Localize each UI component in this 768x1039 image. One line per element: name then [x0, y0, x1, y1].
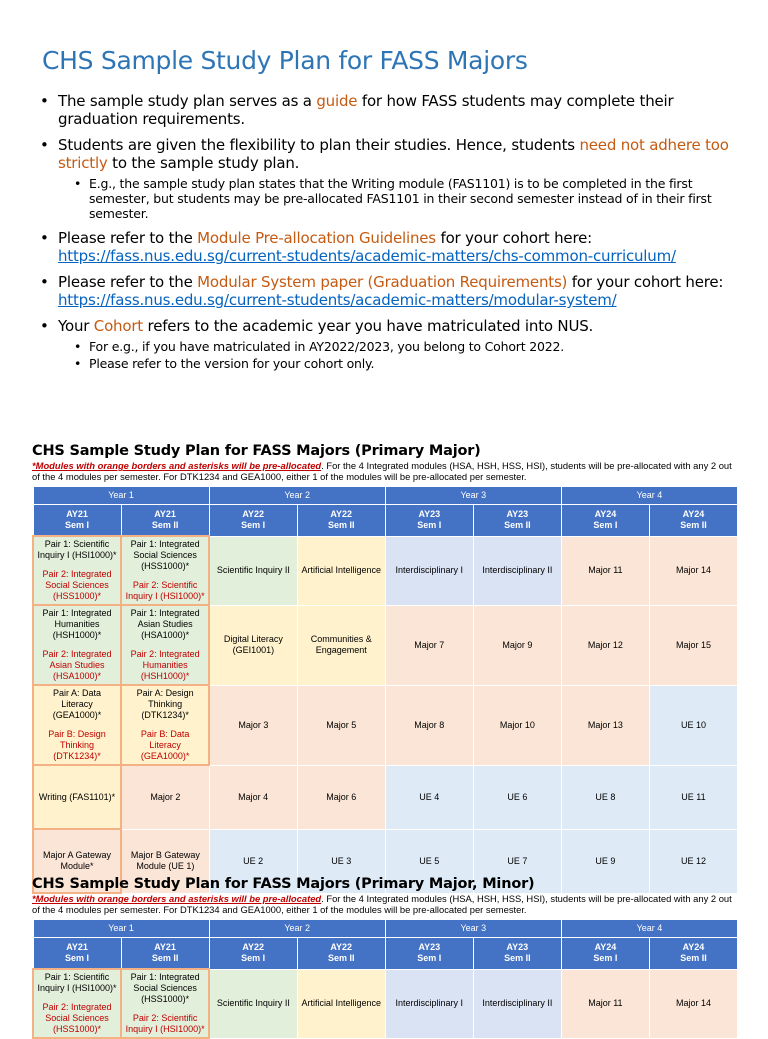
module-cell: Writing (FAS1101)*	[33, 765, 121, 829]
module-cell: Scientific Inquiry II	[209, 536, 297, 605]
highlight-guide: guide	[316, 92, 358, 110]
module-cell: Major 11	[561, 536, 649, 605]
preallocation-note: *Modules with orange borders and asterisks will be pre-allocated. For the 4 Integrated modules (HSA, HSH, HSS, HSI), students will be pre-allocated with any 2 out of the 4 modules per semester. For DTK1234 and GEA1000, either 1 of the modules will be pre-allocated per semester.	[32, 460, 732, 482]
module-cell: Major 11	[561, 969, 649, 1038]
module-cell: Interdisciplinary II	[473, 536, 561, 605]
module-cell: Major 6	[297, 765, 385, 829]
intro-bullets	[40, 92, 740, 379]
sub-bullet-cohort-version: • Please refer to the version for your cohort only.	[74, 356, 740, 371]
bullet-flexibility: • Students are given the flexibility to plan their studies. Hence, students need not adhere too strictly to the sample study plan.	[40, 136, 740, 172]
plan-row	[33, 969, 738, 1038]
semester-header: AY24 Sem I	[561, 505, 649, 537]
module-cell: Major 15	[649, 605, 737, 685]
year-header: Year 2	[209, 487, 385, 505]
module-cell: Major 4	[209, 765, 297, 829]
module-cell: Pair 1: Integrated Social Sciences (HSS1000)* Pair 2: Scientific Inquiry I (HSI1000)*	[121, 969, 209, 1038]
module-cell: Major 7	[385, 605, 473, 685]
module-cell: Artificial Intelligence	[297, 969, 385, 1038]
link-chs-common-curriculum[interactable]: https://fass.nus.edu.sg/current-students/academic-matters/chs-common-curriculum/	[58, 247, 676, 265]
semester-header-row	[33, 505, 738, 537]
module-cell: Major 3	[209, 685, 297, 765]
module-cell: UE 9	[561, 829, 649, 893]
sub-bullet-example: • E.g., the sample study plan states that the Writing module (FAS1101) is to be completed in the first semester, but students may be pre-allocated FAS1101 in their second semester instead of in their first semester.	[74, 176, 740, 221]
module-cell: Major 9	[473, 605, 561, 685]
year-header: Year 3	[385, 487, 561, 505]
semester-header: AY24 Sem II	[649, 938, 737, 970]
bullet-modular-system: • Please refer to the Modular System paper (Graduation Requirements) for your cohort here: https://fass.nus.edu.sg/current-students/academic-matters/modular-system/	[40, 273, 740, 309]
year-header-row	[33, 487, 738, 505]
module-cell: Pair A: Data Literacy (GEA1000)* Pair B: Design Thinking (DTK1234)*	[33, 685, 121, 765]
module-cell: Pair A: Design Thinking (DTK1234)* Pair B: Data Literacy (GEA1000)*	[121, 685, 209, 765]
bullet-preallocation: • Please refer to the Module Pre-allocation Guidelines for your cohort here: https://fass.nus.edu.sg/current-students/academic-matters/chs-common-curriculum/	[40, 229, 740, 265]
module-cell: Major 14	[649, 536, 737, 605]
semester-header: AY24 Sem II	[649, 505, 737, 537]
module-cell: Major 12	[561, 605, 649, 685]
module-cell: UE 10	[649, 685, 737, 765]
highlight-cohort: Cohort	[93, 317, 143, 335]
semester-header: AY22 Sem I	[209, 938, 297, 970]
section-title: CHS Sample Study Plan for FASS Majors (Primary Major)	[32, 443, 481, 459]
semester-header: AY21 Sem I	[33, 505, 121, 537]
module-cell: Major B Gateway Module (UE 1)	[121, 829, 209, 893]
page-title: CHS Sample Study Plan for FASS Majors	[42, 46, 528, 75]
module-cell: Major A Gateway Module*	[33, 829, 121, 893]
module-cell: Major 14	[649, 969, 737, 1038]
semester-header: AY24 Sem I	[561, 938, 649, 970]
plan-row	[33, 685, 738, 765]
plan-row	[33, 536, 738, 605]
highlight-modular-system: Modular System paper (Graduation Requirements)	[197, 273, 568, 291]
module-cell: Digital Literacy (GEI1001)	[209, 605, 297, 685]
module-cell: Major 13	[561, 685, 649, 765]
module-cell: Artificial Intelligence	[297, 536, 385, 605]
year-header: Year 4	[561, 920, 737, 938]
module-cell: Major 5	[297, 685, 385, 765]
semester-header: AY23 Sem II	[473, 505, 561, 537]
module-cell: UE 2	[209, 829, 297, 893]
module-cell: Major 8	[385, 685, 473, 765]
semester-header: AY21 Sem II	[121, 938, 209, 970]
highlight-preallocation: Module Pre-allocation Guidelines	[197, 229, 436, 247]
module-cell: UE 5	[385, 829, 473, 893]
link-modular-system[interactable]: https://fass.nus.edu.sg/current-students/academic-matters/modular-system/	[58, 291, 617, 309]
sub-bullet-cohort-example: • For e.g., if you have matriculated in AY2022/2023, you belong to Cohort 2022.	[74, 339, 740, 354]
module-cell: UE 8	[561, 765, 649, 829]
plan-row	[33, 765, 738, 829]
year-header-row	[33, 920, 738, 938]
module-cell: Interdisciplinary I	[385, 969, 473, 1038]
preallocation-note: *Modules with orange borders and asterisks will be pre-allocated. For the 4 Integrated modules (HSA, HSH, HSS, HSI), students will be pre-allocated with any 2 out of the 4 modules per semester. For DTK1234 and GEA1000, either 1 of the modules will be pre-allocated per semester.	[32, 893, 732, 915]
section-primary-major	[32, 443, 738, 894]
semester-header: AY23 Sem I	[385, 938, 473, 970]
module-cell: Scientific Inquiry II	[209, 969, 297, 1038]
study-plan-table	[32, 919, 738, 1039]
sub-bullets-flexibility	[40, 176, 740, 221]
study-plan-table	[32, 486, 738, 894]
semester-header: AY21 Sem II	[121, 505, 209, 537]
year-header: Year 2	[209, 920, 385, 938]
module-cell: Major 2	[121, 765, 209, 829]
module-cell: Interdisciplinary I	[385, 536, 473, 605]
semester-header: AY22 Sem I	[209, 505, 297, 537]
year-header: Year 1	[33, 487, 209, 505]
module-cell: Pair 1: Integrated Asian Studies (HSA1000)* Pair 2: Integrated Humanities (HSH1000)*	[121, 605, 209, 685]
section-title: CHS Sample Study Plan for FASS Majors (Primary Major, Minor)	[32, 876, 535, 892]
year-header: Year 3	[385, 920, 561, 938]
module-cell: Interdisciplinary II	[473, 969, 561, 1038]
module-cell: UE 11	[649, 765, 737, 829]
module-cell: UE 7	[473, 829, 561, 893]
module-cell: UE 12	[649, 829, 737, 893]
bullet-cohort: • Your Cohort refers to the academic year you have matriculated into NUS.	[40, 317, 740, 335]
year-header: Year 4	[561, 487, 737, 505]
module-cell: Pair 1: Integrated Social Sciences (HSS1000)* Pair 2: Scientific Inquiry I (HSI1000)*	[121, 536, 209, 605]
module-cell: Pair 1: Scientific Inquiry I (HSI1000)* Pair 2: Integrated Social Sciences (HSS1000)*	[33, 969, 121, 1038]
module-cell: UE 6	[473, 765, 561, 829]
module-cell: Pair 1: Scientific Inquiry I (HSI1000)* Pair 2: Integrated Social Sciences (HSS1000)*	[33, 536, 121, 605]
semester-header: AY22 Sem II	[297, 505, 385, 537]
module-cell: Major 10	[473, 685, 561, 765]
semester-header: AY22 Sem II	[297, 938, 385, 970]
section-primary-major-minor	[32, 876, 738, 1039]
semester-header: AY23 Sem II	[473, 938, 561, 970]
module-cell: Communities & Engagement	[297, 605, 385, 685]
year-header: Year 1	[33, 920, 209, 938]
highlight-need-not: need not adhere too strictly	[58, 136, 729, 172]
semester-header-row	[33, 938, 738, 970]
module-cell: UE 4	[385, 765, 473, 829]
semester-header: AY23 Sem I	[385, 505, 473, 537]
module-cell: Pair 1: Integrated Humanities (HSH1000)* Pair 2: Integrated Asian Studies (HSA1000)*	[33, 605, 121, 685]
bullet-guide: • The sample study plan serves as a guide for how FASS students may complete their graduation requirements.	[40, 92, 740, 128]
plan-row	[33, 605, 738, 685]
module-cell: UE 3	[297, 829, 385, 893]
sub-bullets-cohort	[40, 339, 740, 371]
semester-header: AY21 Sem I	[33, 938, 121, 970]
